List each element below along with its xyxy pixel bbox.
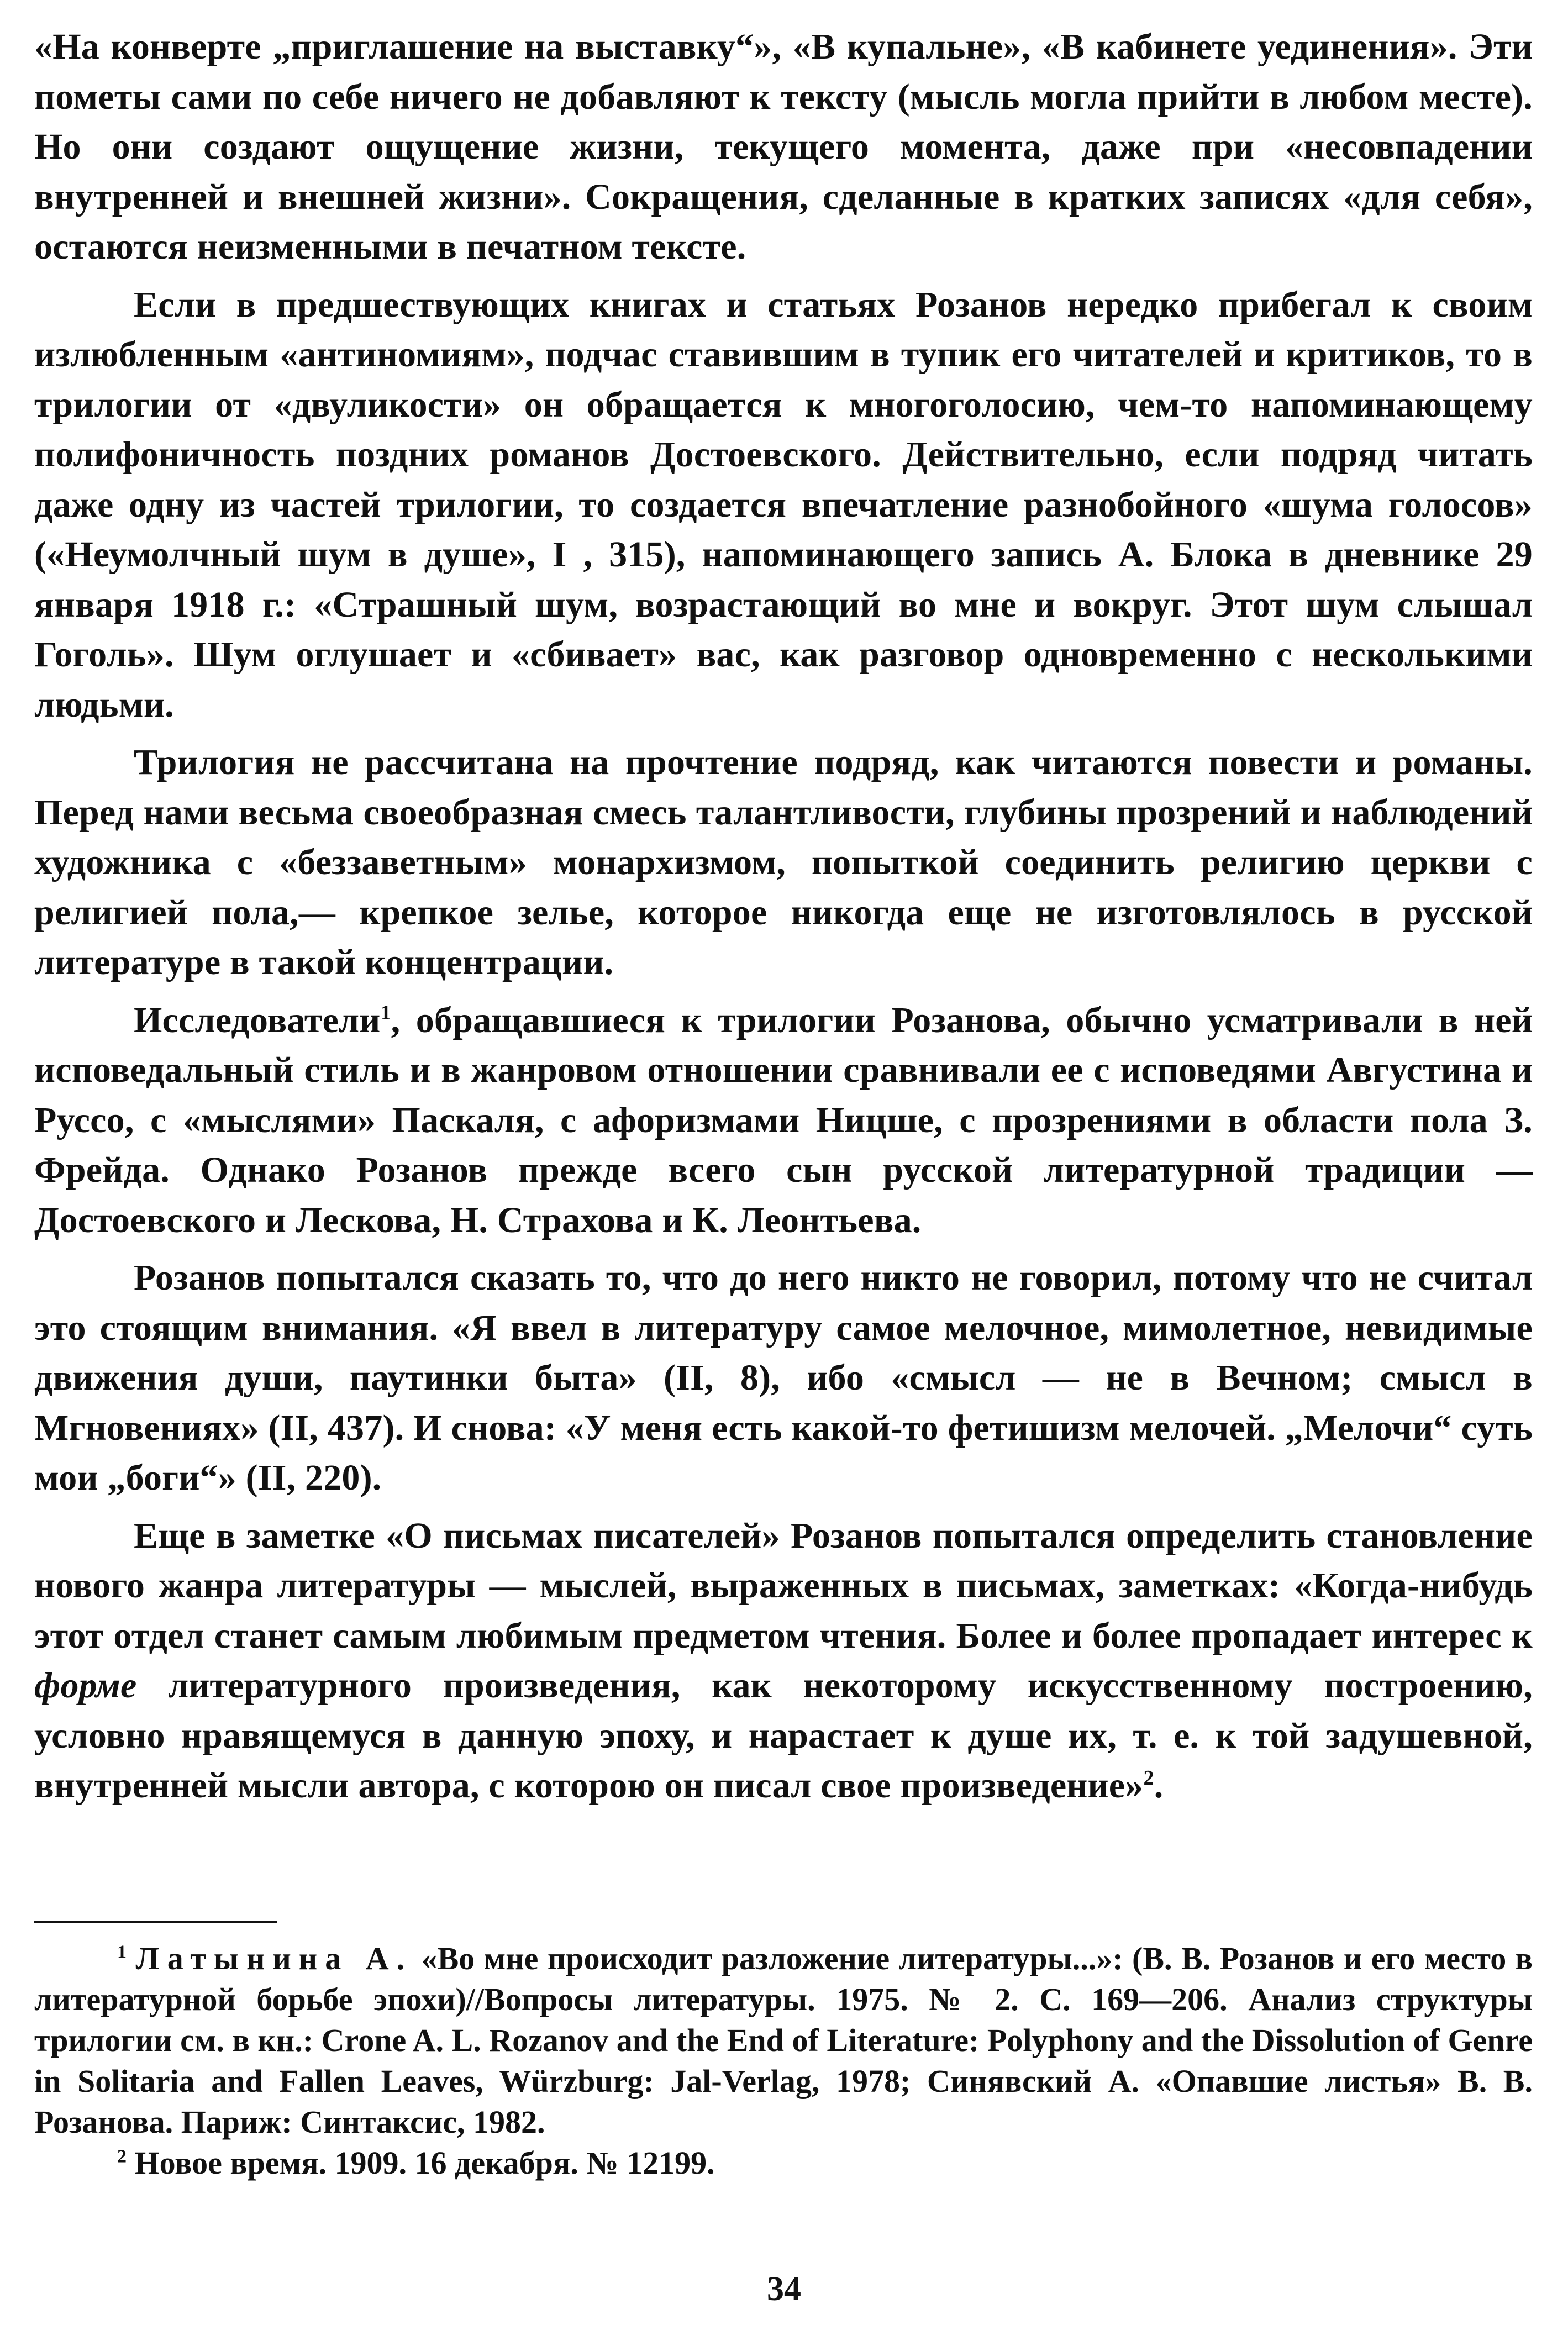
paragraph-6-end: . — [1154, 1765, 1164, 1806]
paragraph-1: «На конверте „приглашение на выставку“», «В купальне», «В кабинете уединения». Эти пометы сами по себе ничего не добавляют к тексту (мысль могла прийти в любом месте). Но они создают ощущение жизни, текущего момента, даже при «несовпадении внутренней и внешней жизни». Сокращения, сделанные в кратких записях «для себя», остаются неизменными в печатном тексте. — [34, 27, 1533, 267]
paragraph-5: Розанов попытался сказать то, что до него никто не говорил, потому что не считал это стоящим внимания. «Я ввел в литературу самое мелочное, мимолетное, невидимые движения души, паутинки быта» (II, 8), ибо «смысл — не в Вечном; смысл в Мгновениях» (II, 437). И снова: «У меня есть какой-то фетишизм мелочей. „Мелочи“ суть мои „боги“» (II, 220). — [34, 1258, 1533, 1498]
paragraph-6 — [34, 1511, 1533, 1811]
paragraph-6-rest: литературного произведения, как некоторому искусственному построению, условно нравящемуся в данную эпоху, и нарастает к душе их, т. е. к той задушевной, внутренней мысли автора, с которою он писал свое произведение» — [34, 1665, 1533, 1806]
footnote-ref-2[interactable]: 2 — [1143, 1766, 1154, 1790]
paragraph-3: Трилогия не рассчитана на прочтение подряд, как читаются повести и романы. Перед нами весьма своеобразная смесь талантливости, глубины прозрений и наблюдений художника с «беззаветным» монархизмом, попыткой соединить религию церкви с религией пола,— крепкое зелье, которое никогда еще не изготовлялось в русской литературе в такой концентрации. — [34, 742, 1533, 982]
paragraph-2: Если в предшествующих книгах и статьях Розанов нередко прибегал к своим излюбленным «антиномиям», подчас ставившим в тупик его читателей и критиков, то в трилогии от «двуликости» он обращается к многоголосию, чем-то напоминающему полифоничность поздних романов Достоевского. Действительно, если подряд читать даже одну из частей трилогии, то создается впечатление разнобойного «шума голосов» («Неумолчный шум в душе», I , 315), напоминающего запись А. Блока в дневнике 29 января 1918 г.: «Страшный шум, возрастающий во мне и вокруг. Этот шум слышал Гоголь». Шум оглушает и «сбивает» вас, как разговор одновременно с несколькими людьми. — [34, 284, 1533, 725]
body-text — [34, 22, 1533, 1811]
footnotes — [34, 1921, 1533, 2184]
footnote-marker-1: 1 — [117, 1942, 127, 1963]
paragraph-6-start: Еще в заметке «О письмах писателей» Розанов попытался определить становление нового жанра литературы — мыслей, выраженных в письмах, заметках: «Когда-нибудь этот отдел станет самым любимым предметом чтения. Более и более пропадает интерес к — [34, 1515, 1533, 1656]
page-number: 34 — [767, 2270, 801, 2308]
footnote-1 — [34, 1938, 1533, 2143]
footnote-1-author: Латынина А. — [135, 1940, 413, 1976]
footnote-2-text: Новое время. 1909. 16 декабря. № 12199. — [127, 2145, 715, 2181]
footnote-2 — [34, 2143, 1533, 2184]
paragraph-4-start: Исследователи — [134, 1000, 381, 1040]
footnote-1-text: «Во мне происходит разложение литературы...»: (В. В. Розанов и его место в литературной борьбе эпохи)//Вопросы литературы. 1975. № 2. С. 169—206. Анализ структуры трилогии см. в кн.: Crone A. L. Rozanov and the End of Literature: Polyphony and the Dissolution of Genre in Solitaria and Fallen Leaves, Würzburg: Jal-Verlag, 1978; Синявский А. «Опавшие листья» В. В. Розанова. Париж: Синтаксис, 1982. — [34, 1940, 1533, 2140]
footnote-ref-1[interactable]: 1 — [380, 1001, 391, 1024]
footnote-divider — [34, 1921, 277, 1923]
footnote-marker-2: 2 — [117, 2146, 127, 2167]
paragraph-4-rest: , обращавшиеся к трилогии Розанова, обычно усматривали в ней исповедальный стиль и в жанровом отношении сравнивали ее с исповедями Августина и Руссо, с «мыслями» Паскаля, с афоризмами Ницше, с прозрениями в области пола З. Фрейда. Однако Розанов прежде всего сын русской литературной традиции — Достоевского и Лескова, Н. Страхова и К. Леонтьева. — [34, 1000, 1533, 1240]
emphasis-text: форме — [34, 1665, 137, 1706]
paragraph-4 — [34, 996, 1533, 1246]
